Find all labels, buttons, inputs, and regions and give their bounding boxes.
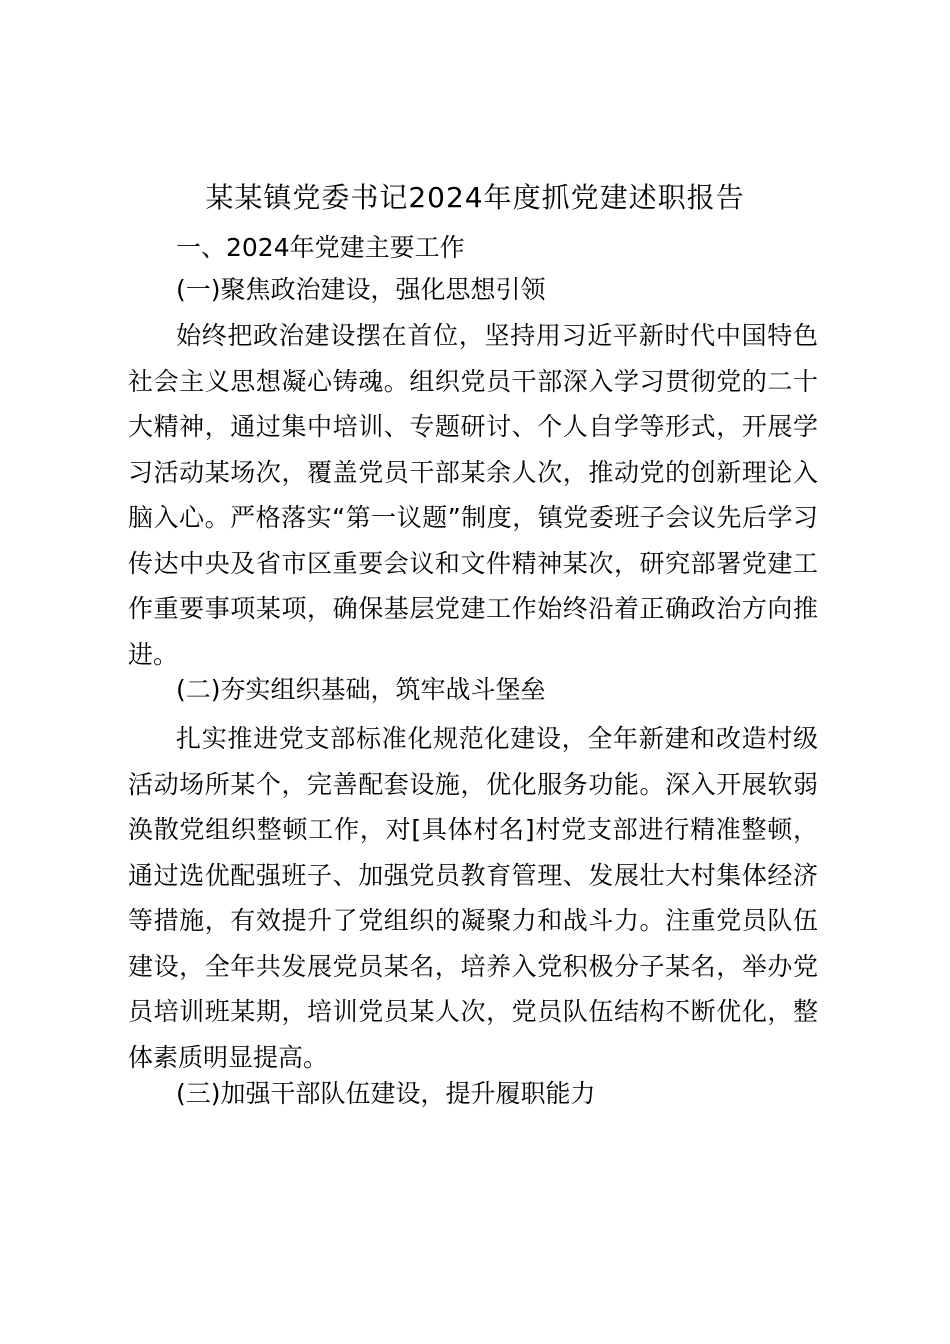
paragraph-line: 体素质明显提高。 (128, 1042, 329, 1072)
paragraph-line: 习活动某场次，覆盖党员干部某余人次，推动党的创新理论入 (128, 457, 818, 487)
paragraph-line: 涣散党组织整顿工作，对[具体村名]村党支部进行精准整顿， (128, 815, 818, 844)
paragraph-line: 进。 (128, 639, 179, 669)
paragraph-line: 扎实推进党支部标准化规范化建设，全年新建和改造村级 (176, 724, 818, 753)
subsection-heading-1: (一)聚焦政治建设，强化思想引领 (176, 275, 546, 304)
section-heading-main: 一、2024年党建主要工作 (176, 233, 465, 262)
paragraph-line: 大精神，通过集中培训、专题研讨、个人自学等形式，开展学 (128, 412, 818, 441)
paragraph-line: 通过选优配强班子、加强党员教育管理、发展壮大村集体经济 (128, 860, 818, 890)
paragraph-line: 社会主义思想凝心铸魂。组织党员干部深入学习贯彻党的二十 (128, 366, 818, 396)
paragraph-line: 作重要事项某项，确保基层党建工作始终沿着正确政治方向推 (128, 594, 818, 623)
document-title: 某某镇党委书记2024年度抓党建述职报告 (205, 181, 745, 214)
paragraph-1 (128, 313, 818, 677)
paragraph-line: 活动场所某个，完善配套设施，优化服务功能。深入开展软弱 (128, 769, 818, 799)
paragraph-line: 建设，全年共发展党员某名，培养入党积极分子某名，举办党 (128, 951, 818, 981)
paragraph-line: 传达中央及省市区重要会议和文件精神某次，研究部署党建工 (128, 548, 818, 578)
paragraph-line: 等措施，有效提升了党组织的凝聚力和战斗力。注重党员队伍 (128, 906, 818, 935)
paragraph-line: 脑入心。严格落实“第一议题”制度，镇党委班子会议先后学习 (128, 503, 818, 532)
subsection-heading-2: (二)夯实组织基础，筑牢战斗堡垒 (176, 675, 546, 704)
paragraph-line: 员培训班某期，培训党员某人次，党员队伍结构不断优化，整 (128, 997, 818, 1026)
paragraph-line: 始终把政治建设摆在首位，坚持用习近平新时代中国特色 (176, 321, 818, 350)
subsection-heading-3: (三)加强干部队伍建设，提升履职能力 (176, 1079, 596, 1108)
paragraph-2 (128, 716, 818, 1080)
